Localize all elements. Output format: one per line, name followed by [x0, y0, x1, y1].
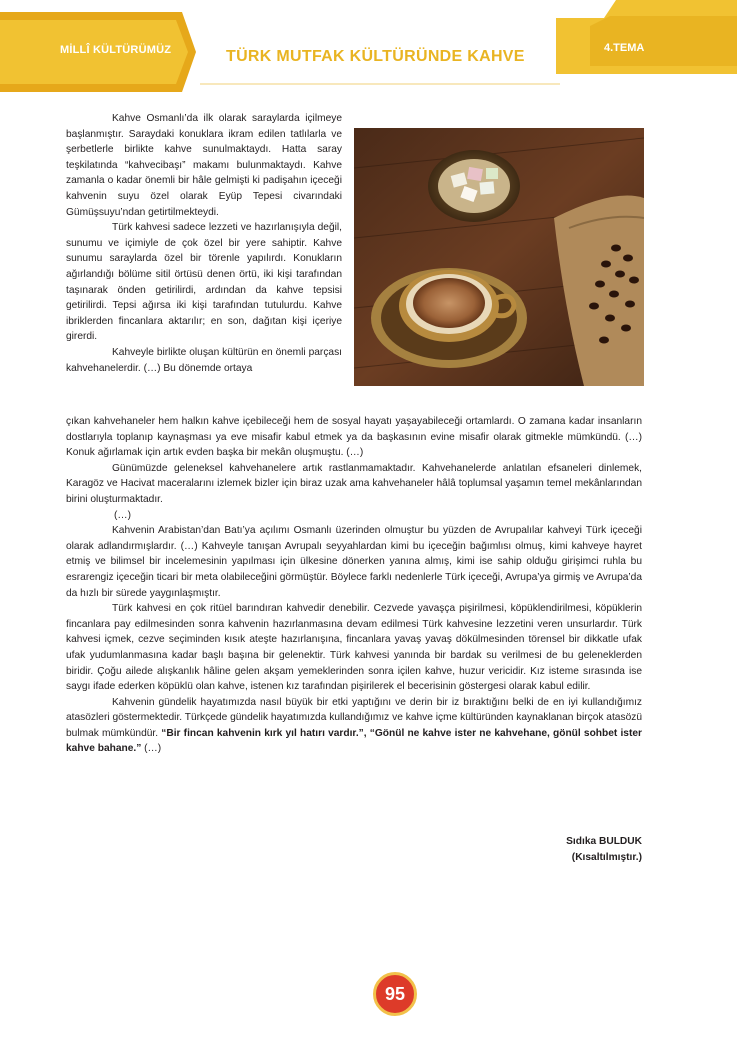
page-number-badge: 95: [373, 972, 417, 1016]
paragraph: Kahve Osmanlı’da ilk olarak saraylarda içilmeye başlanmıştır. Saraydaki konuklara ikram edilen tatlılarla ve şerbetlerle birlikte kahve sunulmaktaydı. Hatta saray teşkilatında “kahvecibaşı” makamı bulunmaktaydı. Kahve zamanla o kadar önemli bir hâle gelmişti ki padişahın içeceği kahvenin suyu özel olarak Eyüp Tepesi civarındaki Gümüşsuyu’ndan getirtilmekteydi.: [66, 113, 342, 218]
theme-label: 4.TEMA: [604, 42, 645, 54]
proverb-quote: “Bir fincan kahvenin kırk yıl hatırı vardır.”, “Gönül ne kahve ister ne kahvehane, gönül sohbet ister kahve bahane.”: [66, 727, 642, 755]
paragraph-proverbs: [66, 695, 642, 757]
turkish-coffee-photo: [354, 128, 644, 386]
paragraph: Kahveyle birlikte oluşan kültürün en önemli parçası kahvehanelerdir. (…) Bu dönemde ortaya: [66, 346, 342, 374]
signature: [566, 834, 642, 865]
coffee-illustration: [354, 128, 644, 386]
abridged-note: (Kısaltılmıştır.): [571, 851, 642, 863]
intro-column: [66, 111, 342, 376]
paragraph-text: Kahvenin gündelik hayatımızda nasıl büyük bir etki yaptığını ve derin bir iz bıraktığını belki de en iyi kullandığımız atasözleri göstermektedir. Türkçede gündelik hayatımızda kullandığımız ve kahve içme kültüründen kaynaklanan birçok atasözü bulmak mümkündür.: [66, 696, 642, 739]
author-name: Sıdıka BULDUK: [566, 836, 642, 847]
section-label: MİLLÎ KÜLTÜRÜMÜZ: [60, 44, 172, 56]
quote-ellipsis: (…): [141, 743, 162, 755]
chapter-title: TÜRK MUTFAK KÜLTÜRÜNDE KAHVE: [226, 48, 525, 65]
paragraph: çıkan kahvehaneler hem halkın kahve içebileceği hem de sosyal hayatı yaşayabileceği ortamlardı. O zamana kadar insanların dostlarıyla toplanıp kaynaşması ya eve misafir kabul etmek ya da başkasının evine misafir olarak gitmekle mümkündü. (…) Konuk ağırlamak için artık evden başka bir mekân oluşmuştu. (…): [66, 416, 642, 459]
paragraph: Günümüzde geleneksel kahvehanelere artık rastlanmamaktadır. Kahvehanelerde anlatılan efsaneleri dinlemek, Karagöz ve Hacivat maceralarını izlemek bizler için biraz uzak ama kahvehaneler hâlâ toplumsal yaşamın temel mekânlarından birini oluşturmaktadır.: [66, 462, 642, 505]
page-header: [0, 0, 737, 100]
paragraph: Türk kahvesi en çok ritüel barındıran kahvedir denebilir. Cezvede yavaşça pişirilmesi, köpüklendirilmesi, köpüklerin fincanlara pay edilmesinden sonra kahvenin hazırlanmasına devam edilmesi Türk kahvesine lezzetini veren unsurlardır. Türk kahvesi içmek, cezve seçiminden kısık ateşte hazırlanışına, fincanlara yavaş yavaş dökülmesinden törensel bir dikkatle ufak ufak yudumlanmasına kadar başlı başına bir gelenektir. Türk kahvesi yanında bir bardak su verilmesi de bu geleneklerden biridir. Çoğu ailede alışkanlık hâline gelen akşam yemeklerinden sonra içilen kahve, huzur vericidir. Kız isteme sırasında ise saygı ifade ederken köpüklü olan kahve, istenen kız tarafından pişirilerek el becerisinin göstergesi olarak kabul edilir.: [66, 603, 642, 693]
paragraph: Türk kahvesi sadece lezzeti ve hazırlanışıyla değil, sunumu ve içimiyle de çok özel bir yere sahiptir. Kahve sunumu saraylarda özel bir törenle yapılırdı. Konukların ağırlandığı bölüme sitil örtüsü denen örtü, iki kişi tarafından taşınarak önden getirilirdi, ardından da kahve tepsisi getirilirdi. Tepsi ağırsa iki kişi tarafından tutulurdu. Kahve ibriklerden fincanlara aktarılır; en son, dağıtan kişi içeriye girerdi.: [66, 222, 342, 343]
ellipsis-marker: (…): [114, 509, 131, 521]
main-body: [66, 414, 642, 757]
paragraph: Kahvenin Arabistan’dan Batı’ya açılımı Osmanlı üzerinden olmuştur bu yüzden de Avrupalılar kahveyi Türk içeceği olarak adlandırmışlardır. (…) Kahveyle tanışan Avrupalı seyyahlardan kimi bu içeceğin bağımlısı olmuş, kimi kahveye hayret etmiş ve bilimsel bir incelemesinin yapılması için ülkesine dönerken yanına almış, kimi ise sahip olduğu girişimci ruhla bu esrarengiz içeceğin ticari bir meta olabileceğini görmüştür. Böylece farklı nedenlerle Türk içeceği, Avrupa’ya girmiş ve Avrupa’da da hızlı bir sürede yaygınlaşmıştır.: [66, 525, 642, 599]
